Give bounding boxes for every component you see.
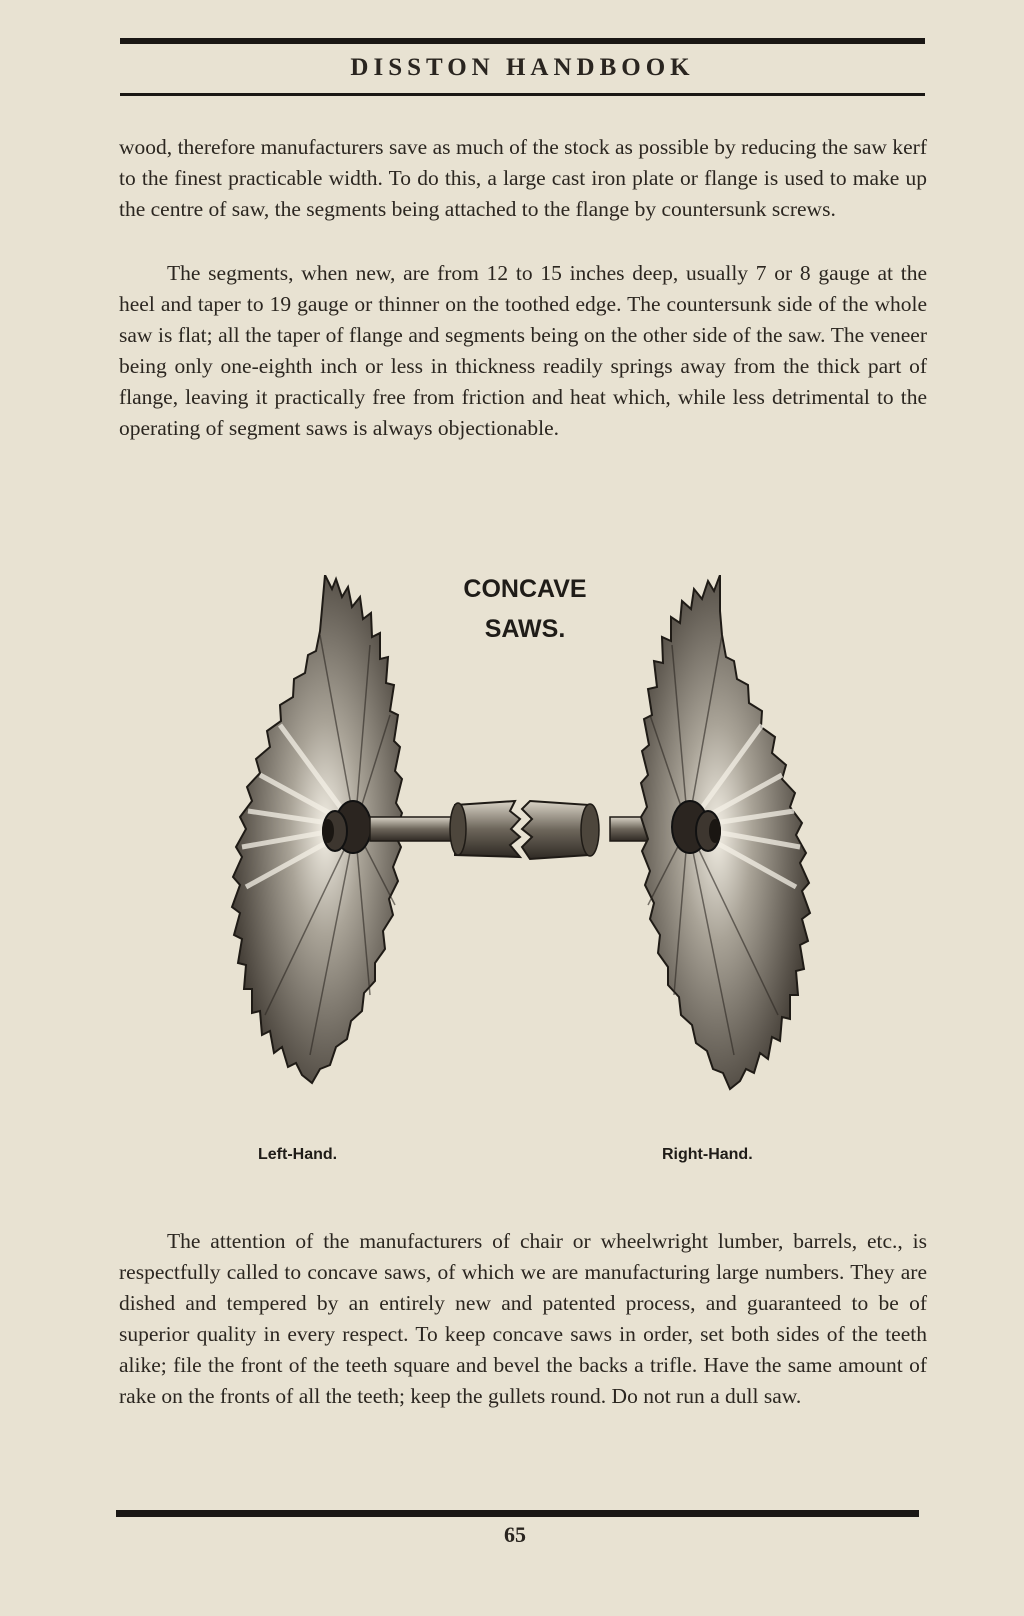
body-paragraph-2: The segments, when new, are from 12 to 15 inches deep, usually 7 or 8 gauge at the heel and taper to 19 gauge or thinner on the toothed edge. The countersunk side of the whole saw is flat; all the taper of flange and segments being on the other side of the saw. The veneer being only one-eighth inch or less in thickness readily springs away from the thick part of flange, leaving it practically free from friction and heat which, while less detrimental to the operating of segment saws is always objectionable. bbox=[119, 261, 927, 440]
caption-left-hand: Left-Hand. bbox=[258, 1146, 338, 1163]
figure-title-line1: CONCAVE bbox=[463, 575, 587, 603]
caption-right-hand: Right-Hand. bbox=[662, 1146, 753, 1163]
body-paragraph-3: The attention of the manufacturers of chair or wheelwright lumber, barrels, etc., is respectfully called to concave saws, of which we are manufacturing large numbers. They are dished and tempered by an entirely new and patented process, and guaranteed to be of superior quality in every respect. To keep concave saws in order, set both sides of the teeth alike; file the front of the teeth square and bevel the backs a trifle. Have the same amount of rake on the fronts of all the teeth; keep the gullets round. Do not run a dull saw. bbox=[119, 1229, 927, 1408]
figure-title-line2: SAWS. bbox=[484, 615, 566, 643]
top-rule bbox=[120, 38, 925, 44]
header-rule bbox=[120, 93, 925, 96]
body-paragraph-1: wood, therefore manufacturers save as much of the stock as possible by reducing the saw kerf to the finest practicable width. To do this, a large cast iron plate or flange is used to make up the centre of saw, the segments being attached to the flange by countersunk screws. bbox=[119, 135, 927, 221]
footer-rule bbox=[116, 1510, 919, 1517]
arbor-shaft bbox=[370, 801, 685, 859]
running-head: DISSTON HANDBOOK bbox=[350, 54, 695, 81]
concave-saws-illustration bbox=[230, 575, 830, 1135]
page-number: 65 bbox=[504, 1522, 526, 1547]
